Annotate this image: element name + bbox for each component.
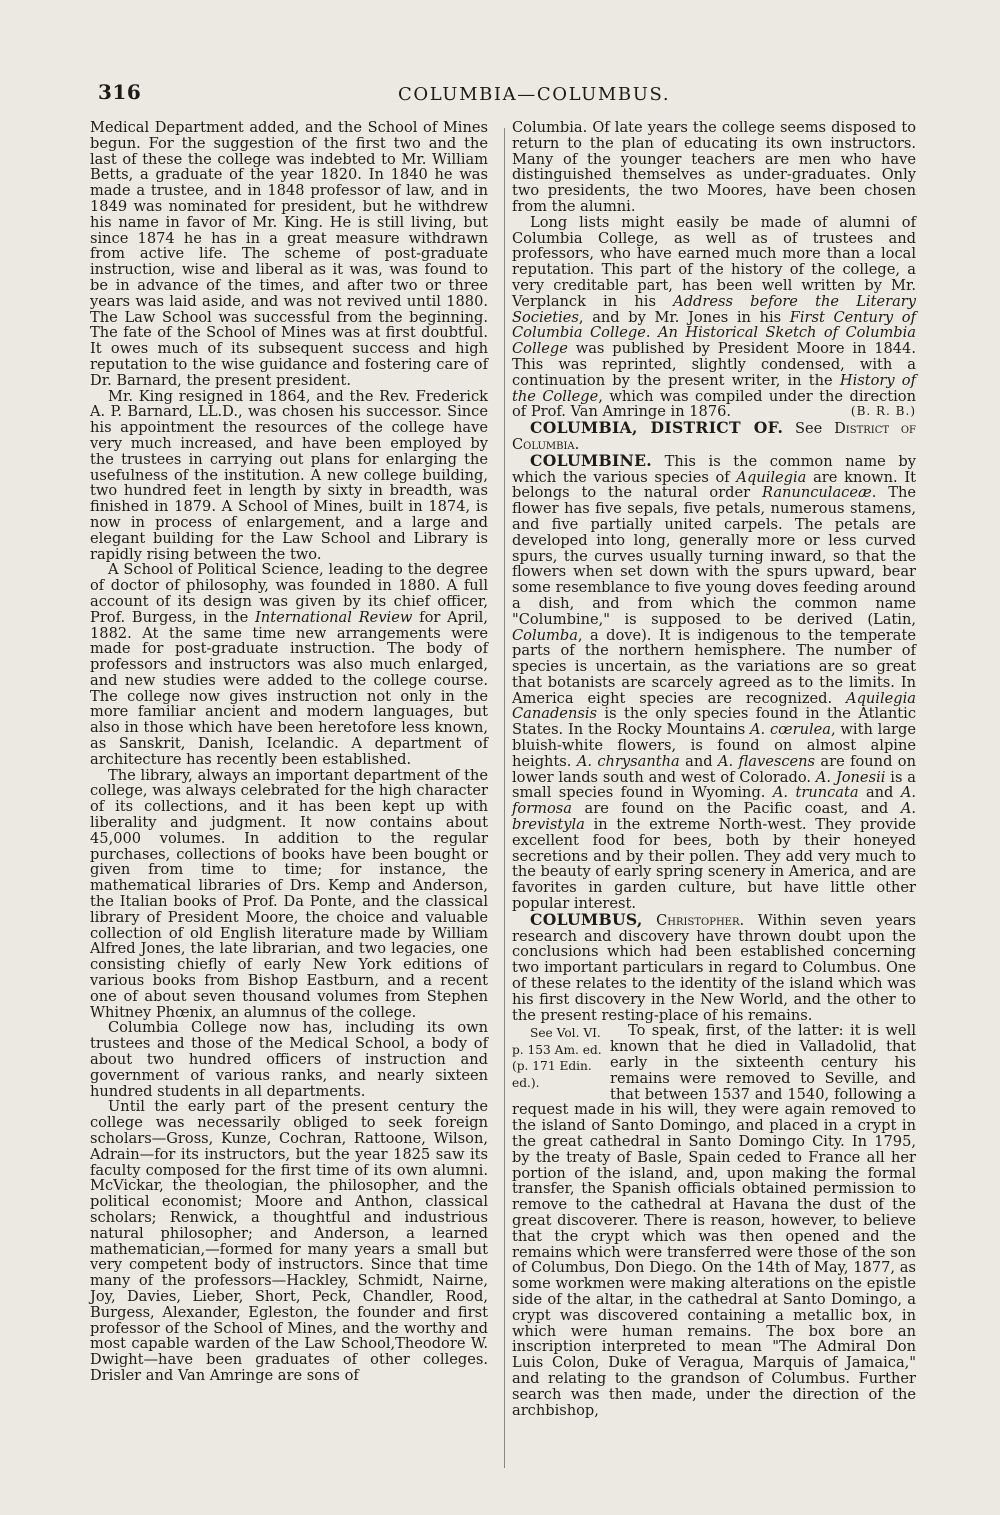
page-header — [98, 80, 928, 114]
paragraph: Until the early part of the present century the college was necessarily obliged to seek foreign scholars—Gross, Kunze, Cochran, Rattoone, Wilson, Adrain—for its instructors, but the year 1825 saw its faculty composed for the first time of its own alumni. McVickar, the theologian, the philosopher, and the political economist; Moore and Anthon, classical scholars; Renwick, a thoughtful and industrious natural philosopher; and Anderson, a learned mathematician,—formed for many years a small but very competent body of instructors. Since that time many of the professors—Hackley, Schmidt, Nairne, Joy, Davies, Lieber, Short, Peck, Chandler, Rood, Burgess, Alexander, Egleston, the founder and first professor of the School of Mines, and the worthy and most capable warden of the Law School,Theodore W. Dwight—have been graduates of other colleges. Drisler and Van Amringe are sons of — [90, 1098, 488, 1384]
species-name: A. chrysantha — [576, 752, 680, 770]
text-run: are found on lower lands south and west of Colorado. — [512, 752, 916, 786]
paragraph: Columbia College now has, including its own trustees and those of the Medical School, a body of about two hundred officers of instruction and government of various ranks, and nearly sixteen hundred students in all departments. — [90, 1019, 488, 1100]
text-run: , which was compiled under the direction of Prof. Van Amringe in 1876. — [512, 387, 916, 421]
right-column — [512, 120, 916, 1418]
text-run: , and by Mr. Jones in his — [578, 308, 790, 326]
text-run: are known. It belongs to the natural order — [512, 468, 916, 502]
text-run: This is the common name by which the various species of — [512, 452, 916, 486]
entry-subject-name: Christopher. — [642, 911, 745, 929]
paragraph: Medical Department added, and the School of Mines begun. For the suggestion of the first two and the last of these the college was indebted to Mr. William Betts, a graduate of the year 1820. In 1840 he was made a trustee, and in 1848 professor of law, and in 1849 was nominated for president, but he withdrew his name in favor of Mr. King. He is still living, but since 1874 he has in a great measure withdrawn from active life. The scheme of post-graduate instruction, wise and liberal as it was, was found to be in advance of the times, and after two or three years was laid aside, and was not revived until 1880. The Law School was successful from the beginning. The fate of the School of Mines was at first doubtful. It owes much of its subsequent success and high reputation to the wise guidance and fostering care of Dr. Barnard, the present president. — [90, 119, 488, 389]
text-run: , with large bluish-white flowers, is found on almost alpine heights. — [512, 721, 916, 770]
text-run: , a dove). It is indigenous to the temperate parts of the northern hemisphere. The number of species is uncertain, as the variations are so great that botanists are scarcely agreed as to the limits. In America eight species are recognized. — [512, 626, 916, 707]
text-run: in the extreme North-west. They provide excellent food for bees, both by their honeyed secretions and by their pollen. They add very much to the beauty of early spring scenery in America, and are favorites in garden culture, but have little other popular interest. — [512, 816, 917, 913]
cross-reference: District of Columbia. — [512, 420, 916, 453]
entry-district-of-columbia — [512, 420, 916, 453]
species-name: Aquilegia Canadensis — [512, 689, 916, 723]
running-title: COLUMBIA—COLUMBUS. — [398, 84, 671, 105]
species-name: A. truncata — [772, 784, 859, 802]
work-title: History of the College — [512, 371, 916, 405]
text-run: and — [858, 784, 901, 802]
text-run: To speak, first, of the latter: it is well known that he died in Valladolid, that early in the sixteenth century his remains were removed to Seville, and that between 1537 and 1540, following a request made in his will, they were again removed to the island of Santo Domingo, and placed in a crypt in the great cathedral in Santo Domingo City. In 1795, by the treaty of Basle, Spain ceded to France all her portion of the island, and, upon making the formal transfer, the Spanish officials obtained permission to remove to the cathedral at Havana the dust of the great discoverer. There is reason, however, to believe that the crypt which was then opened and the remains which were transferred were those of the son of Columbus, Don Diego. On the 14th of May, 1877, as some workmen were making alterations on the epistle side of the altar, in the cathedral at Santo Domingo, a crypt was discovered containing a metallic box, in which were human remains. The box bore an inscription interpreted to mean "The Admiral Don Luis Colon, Duke of Veragua, Marquis of Jamaica," and relating to the grandson of Columbus. Further search was then made, under the direction of the archbishop, — [512, 1022, 916, 1419]
paragraph: Mr. King resigned in 1864, and the Rev. Frederick A. P. Barnard, LL.D., was chosen his successor. Since his appointment the resources of the college have very much increased, and have been employed by the trustees in carrying out plans for enlarging the usefulness of the institution. A new college building, two hundred feet in length by sixty in breadth, was finished in 1879. A School of Mines, built in 1874, is now in process of enlargement, and a large and elegant building for the Law School and Library is rapidly rising between the two. — [90, 387, 488, 563]
text-run: and — [679, 752, 718, 770]
entry-heading: COLUMBINE. — [530, 450, 653, 470]
paragraph — [90, 562, 488, 767]
work-title: An Historical Sketch of Columbia College — [512, 324, 917, 358]
text-run: . — [645, 324, 658, 342]
text-run: for April, 1882. At the same time new arrangements were made for post-graduate instruction. The body of professors and instructors was also much enlarged, and new studies were added to the college course. The college now gives instruction not only in the more familiar ancient and modern languages, but also in those which have been heretofore less known, as Sanskrit, Danish, Icelandic. A department of architecture has recently been established. — [90, 608, 488, 768]
column-divider — [504, 128, 505, 1468]
entry-columbus — [512, 909, 916, 1024]
work-title: Address before the Literary Societies — [512, 292, 916, 326]
species-name: Columba — [512, 626, 578, 644]
text-run: A School of Political Science, leading to the degree of doctor of philosophy, was founded in 1880. A full account of its design was given by its chief officer, Prof. Burgess, in the — [90, 561, 488, 626]
paragraph: The library, always an important department of the college, was always celebrated for the high character of its collections, and it has been kept up with liberality and judgment. It now contains about 45,000 volumes. In addition to the regular purchases, collections of books have been bought or given from time to time; for instance, the mathematical libraries of Drs. Kemp and Anderson, the Italian books of Prof. Da Ponte, and the classical library of President Moore, the choice and valuable collection of old English literature made by William Alfred Jones, the late librarian, and two legacies, one consisting chiefly of early New York editions of various books from Bishop Eastburn, and a recent one of about seven thousand volumes from Stephen Whitney Phœnix, an alumnus of the college. — [90, 766, 488, 1021]
work-title: International Review — [255, 608, 413, 626]
author-signature: (B. R. B.) — [850, 404, 916, 419]
entry-heading: COLUMBUS, — [530, 909, 643, 929]
species-name: A. brevistyla — [512, 800, 916, 834]
text-run: was published by President Moore in 1844. This was reprinted, slightly condensed, with a continuation by the present writer, in the — [512, 340, 916, 389]
species-name: A. cœrulea — [750, 721, 831, 739]
margin-note: See Vol. VI. p. 153 Am. ed. (p. 171 Edin. ed.). — [512, 1026, 602, 1090]
text-run: is the only species found in the Atlantic States. In the Rocky Mountains — [512, 705, 916, 739]
text-run: Long lists might easily be made of alumni of Columbia College, as well as of trustees and professors, who have earned much more than a local reputation. This part of the history of the college, a very creditable part, has been well written by Mr. Verplanck in his — [512, 213, 916, 310]
work-title: First Century of Columbia College — [512, 308, 916, 342]
entry-heading: COLUMBIA, DISTRICT OF. — [530, 418, 784, 438]
paragraph — [512, 1023, 916, 1418]
entry-columbine — [512, 450, 917, 913]
page-number: 316 — [98, 80, 142, 104]
species-name: A. Jonesii — [815, 768, 886, 786]
paragraph — [512, 215, 916, 420]
species-name: Aquilegia — [736, 468, 807, 486]
text-run: . The flower has five sepals, five petals, numerous stamens, and five partially united carpels. The petals are developed into long, generally more or less curved spurs, the curves usually turning inward, so that the flowers when set down with the spurs upward, bear some resemblance to five young doves feeding around a dish, and from which the common name "Columbine," is supposed to be derived (Latin, — [512, 484, 916, 628]
species-name: A. flavescens — [717, 752, 816, 770]
text-run: Within seven years research and discovery have thrown doubt upon the conclusions which had been established concerning two important particulars in regard to Columbus. One of these relates to the identity of the island which was his first discovery in the New World, and the other to the present resting-place of his remains. — [512, 911, 916, 1024]
left-column — [90, 120, 488, 1384]
text-run: is a small species found in Wyoming. — [512, 768, 916, 802]
species-name: A. formosa — [512, 784, 916, 818]
text-run: are found on the Pacific coast, and — [571, 800, 901, 818]
paragraph: Columbia. Of late years the college seems disposed to return to the plan of educating its own instructors. Many of the younger teachers are men who have distinguished themselves as under-graduates. Only two presidents, the two Moores, have been chosen from the alumni. — [512, 119, 916, 215]
species-name: Ranunculaceæ — [762, 484, 872, 502]
text-run: See — [783, 420, 835, 438]
